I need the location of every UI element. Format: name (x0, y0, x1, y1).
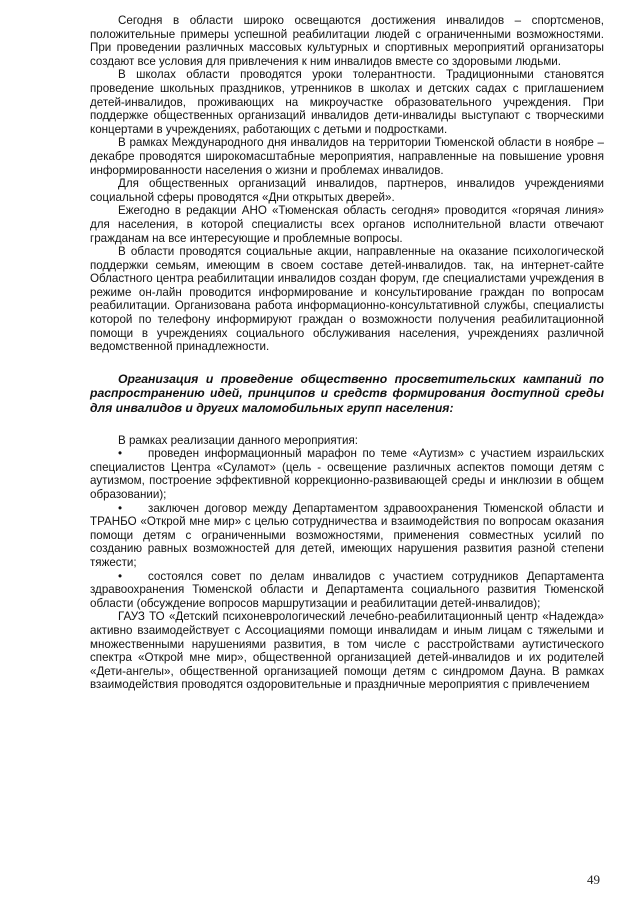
bullet-text: состоялся совет по делам инвалидов с участием сотрудников Департамента здравоохранения Тюменской области и Департамента социального развития Тюменской области (обсуждение вопросов маршрутизации и реабилитации детей-инвалидов); (90, 569, 604, 610)
intro-paragraph: В рамках реализации данного мероприятия: (118, 433, 358, 447)
paragraph-social-actions: В области проводятся социальные акции, направленные на оказание психологической поддержки семьям, имеющим в своем составе детей-инвалидов. так, на интернет-сайте Областного центра реабилитации инвалидов создан форум, где специалистами учреждения в режиме он-лайн проводится информирование и консультирование граждан по вопросам реабилитации. Организована работа информационно-консультативной службы, специалисты которой по телефону информируют граждан о возможности получения реабилитационной помощи в учреждениях социального обслуживания населения, учреждениях различной ведомственной принадлежности. (90, 245, 604, 354)
section-heading: Организация и проведение общественно просветительских кампаний по распространению идей, принципов и средств формирования доступной среды для инвалидов и других маломобильных групп населения: (90, 371, 604, 416)
paragraph-nadezhda-center: ГАУЗ ТО «Детский психоневрологический лечебно-реабилитационный центр «Надежда» активно взаимодействует с Ассоциациями помощи инвалидам и иным лицам с тяжелыми и множественными нарушениями развития, в том числе с расстройствами аутистического спектра «Открой мне мир», общественной организацией детей-инвалидов и их родителей «Дети-ангелы», общественной организацией помощи детям с синдромом Дауна. В рамках взаимодействия проводятся оздоровительные и праздничные мероприятия с привлечением (90, 610, 604, 692)
bullet-icon: • (118, 501, 123, 515)
bullet-icon: • (118, 569, 123, 583)
paragraph-open-doors: Для общественных организаций инвалидов, партнеров, инвалидов учреждениями социальной сферы проводятся «Дни открытых дверей». (90, 177, 604, 204)
page-number: 49 (587, 872, 600, 887)
paragraph-disability-day: В рамках Международного дня инвалидов на территории Тюменской области в ноябре – декабре проводятся широкомасштабные мероприятия, направленные на повышение уровня информированности населения о жизни и проблемах инвалидов. (90, 136, 604, 177)
bullet-item-council (90, 570, 604, 611)
paragraph-achievements: Сегодня в области широко освещаются достижения инвалидов – спортсменов, положительные примеры успешной реабилитации людей с ограниченными возможностями. При проведении различных массовых культурных и спортивных мероприятий организаторы создают все условия для привлечения к ним инвалидов вместе со здоровыми людьми. (90, 14, 604, 68)
bullet-text: проведен информационный марафон по теме «Аутизм» с участием израильских специалистов Центра «Суламот» (цель - освещение различных аспектов помощи детям с аутизмом, построение эффективной коррекционно-развивающей среды и инклюзии в общем образовании); (90, 447, 604, 501)
paragraph-hotline: Ежегодно в редакции АНО «Тюменская область сегодня» проводится «горячая линия» для населения, в которой специалисты всех органов исполнительной власти отвечают гражданам на все интересующие и проблемные вопросы. (90, 204, 604, 245)
bullet-text: заключен договор между Департаментом здравоохранения Тюменской области и ТРАНБО «Открой мне мир» с целью сотрудничества и взаимодействия по вопросам оказания помощи детям с ограниченными возможностями, применения совместных усилий по созданию равных возможностей для детей, имеющих нарушения развития разной степени тяжести; (90, 501, 604, 569)
bullet-item-marathon (90, 447, 604, 501)
bullet-item-agreement (90, 502, 604, 570)
document-body (90, 14, 604, 692)
bullet-icon: • (118, 447, 123, 461)
paragraph-tolerance-lessons: В школах области проводятся уроки толерантности. Традиционными становятся проведение школьных праздников, утренников в школах и детских садах с приглашением детей-инвалидов, проживающих на микроучастке образовательного учреждения. При поддержке общественных организаций инвалидов дети-инвалиды выступают с творческими концертами в учреждениях, работающих с детьми и подростками. (90, 68, 604, 136)
